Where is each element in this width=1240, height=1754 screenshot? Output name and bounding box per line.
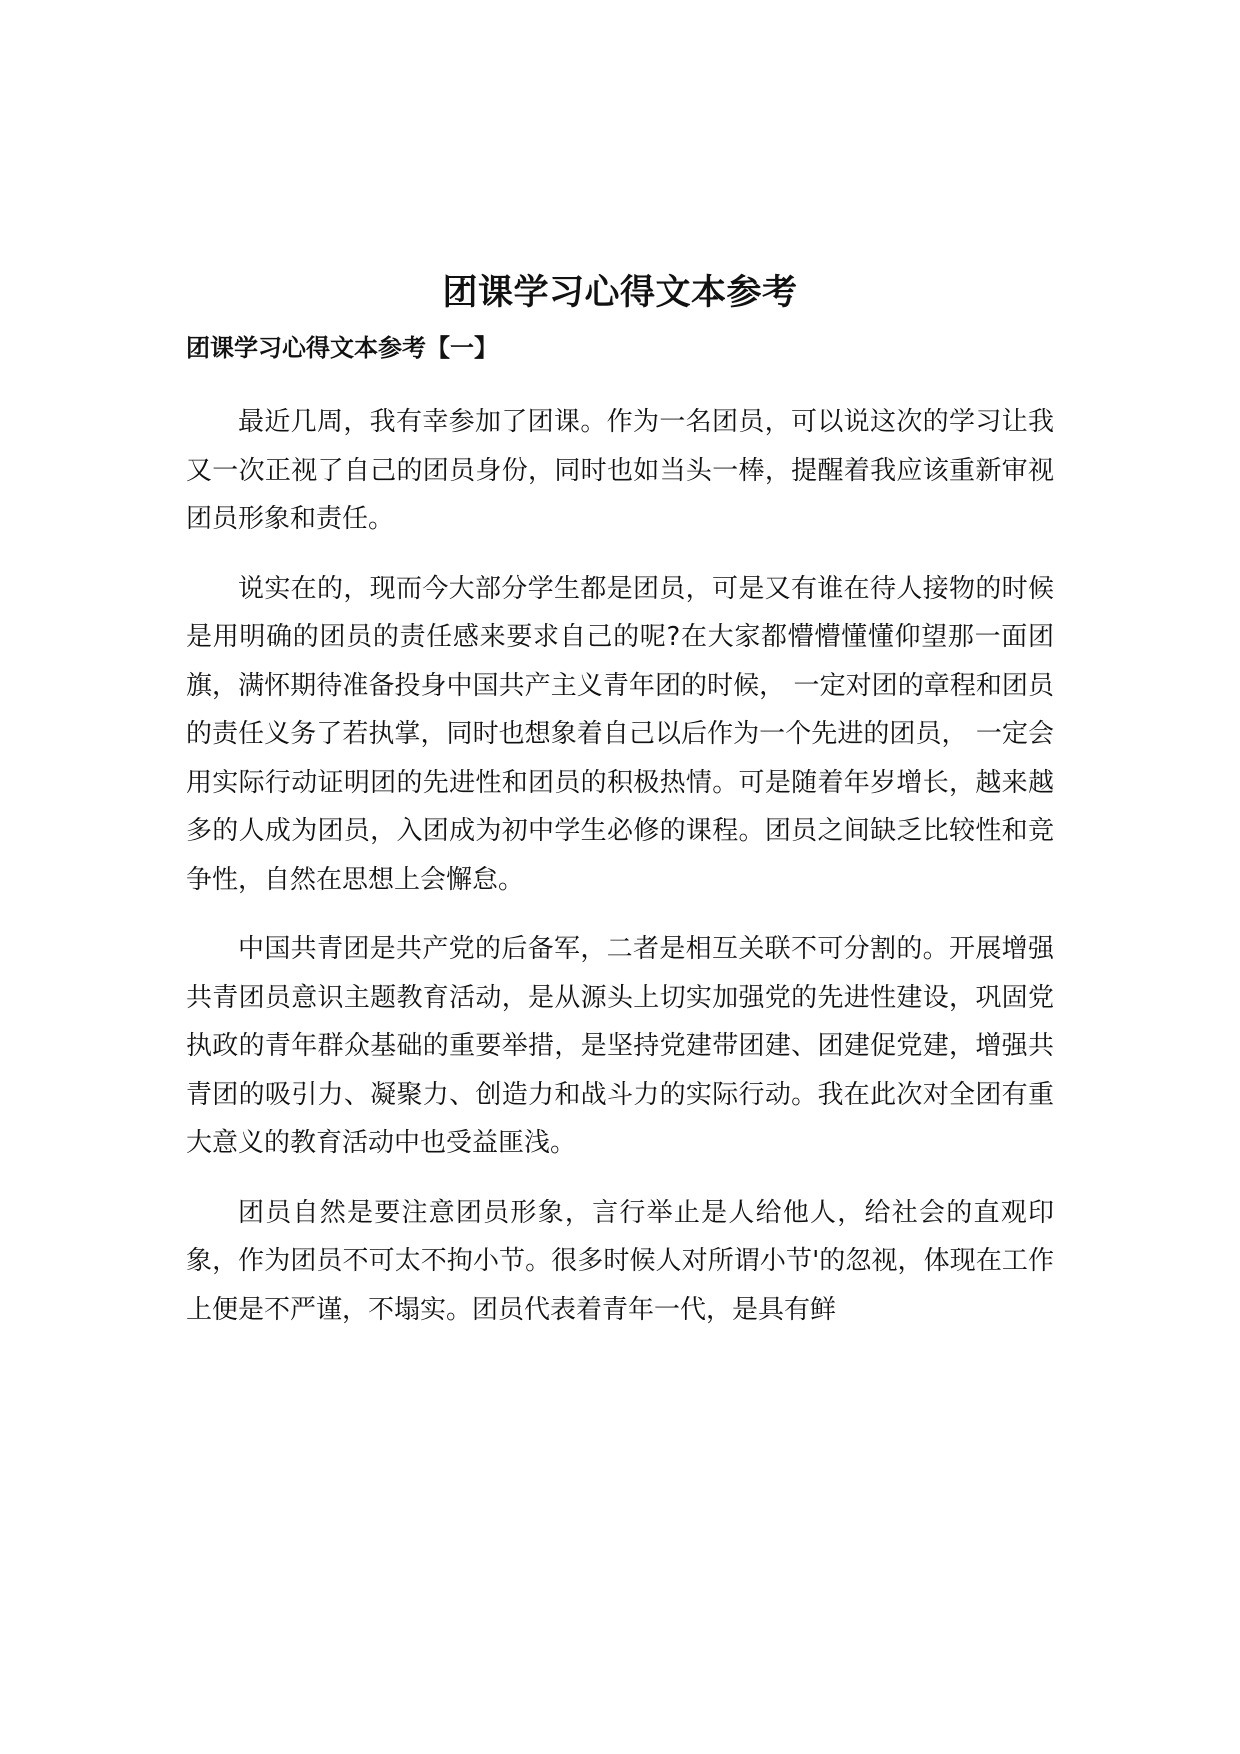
section-heading: 团课学习心得文本参考【一】 (186, 334, 498, 362)
paragraph: 说实在的，现而今大部分学生都是团员，可是又有谁在待人接物的时候是用明确的团员的责任感来要求自己的呢?在大家都懵懵懂懂仰望那一面团旗，满怀期待准备投身中国共产主义青年团的时候， 一定对团的章程和团员的责任义务了若执掌，同时也想象着自己以后作为一个先进的团员， 一定会用实际行动证明团的先进性和团员的积极热情。可是随着年岁增长，越来越多的人成为团员，入团成为初中学生必修的课程。团员之间缺乏比较性和竞争性，自然在思想上会懈怠。 (186, 573, 1054, 895)
paragraph: 最近几周，我有幸参加了团课。作为一名团员，可以说这次的学习让我又一次正视了自己的团员身份，同时也如当头一棒，提醒着我应该重新审视团员形象和责任。 (186, 407, 1054, 534)
document-body (186, 398, 1054, 1355)
paragraph: 中国共青团是共产党的后备军，二者是相互关联不可分割的。开展增强共青团员意识主题教育活动，是从源头上切实加强党的先进性建设，巩固党执政的青年群众基础的重要举措，是坚持党建带团建、团建促党建，增强共青团的吸引力、凝聚力、创造力和战斗力的实际行动。我在此次对全团有重大意义的教育活动中也受益匪浅。 (186, 934, 1054, 1158)
document-title: 团课学习心得文本参考 (442, 273, 798, 313)
paragraph: 团员自然是要注意团员形象，言行举止是人给他人，给社会的直观印象，作为团员不可太不拘小节。很多时候人对所谓小节'的忽视，体现在工作上便是不严谨，不塌实。团员代表着青年一代，是具有鲜 (186, 1197, 1054, 1325)
